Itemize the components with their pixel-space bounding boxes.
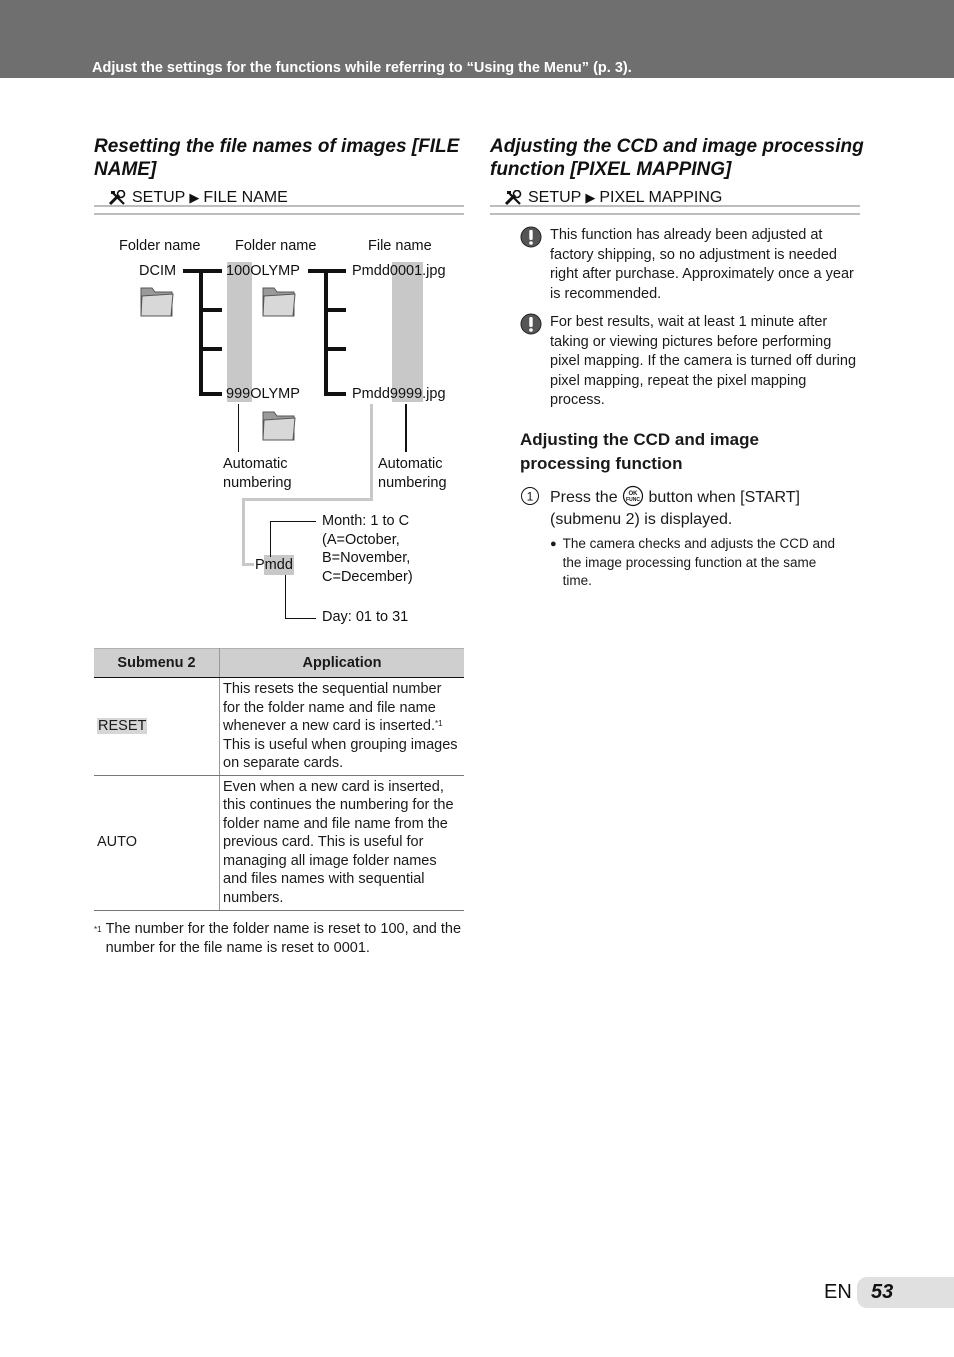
menu-item-label: PIXEL MAPPING bbox=[599, 189, 723, 206]
auto-option: AUTO bbox=[97, 834, 138, 851]
divider bbox=[490, 205, 860, 215]
footnote-mark: *1 bbox=[434, 719, 443, 728]
footnote bbox=[94, 920, 469, 958]
table-cell-key bbox=[94, 678, 220, 776]
setup-tools-icon bbox=[108, 190, 128, 206]
procedure-step bbox=[520, 485, 840, 530]
arrow-right-icon: ▶ bbox=[585, 190, 596, 205]
menu-item-label: FILE NAME bbox=[203, 189, 288, 206]
arrow-right-icon: ▶ bbox=[189, 190, 200, 205]
auto-numbering-file: Automatic numbering bbox=[378, 456, 447, 491]
reset-option: RESET bbox=[98, 718, 147, 734]
setup-label: SETUP bbox=[132, 189, 186, 206]
divider bbox=[94, 205, 464, 215]
caution-note bbox=[520, 226, 860, 304]
ok-label: OK bbox=[628, 491, 638, 497]
step-number: 1 bbox=[526, 489, 534, 504]
header-text: Adjust the settings for the functions while referring to “Using the Menu” (p. 3). bbox=[92, 60, 632, 76]
caution-icon bbox=[520, 226, 542, 248]
table-cell-value bbox=[220, 775, 465, 910]
caution-text: This function has already been adjusted at factory shipping, so no adjustment is needed right after purchase. Approximately once a year is recommended. bbox=[550, 227, 854, 302]
table-row bbox=[94, 678, 464, 776]
procedure-heading: Adjusting the CCD and image processing function bbox=[520, 430, 759, 473]
col-label-folder-1: Folder name bbox=[119, 238, 201, 254]
connector-line bbox=[242, 563, 254, 566]
day-label: Day: 01 to 31 bbox=[322, 609, 409, 625]
auto-description: Even when a new card is inserted, this continues the numbering for the folder name and file name from the previous card. This is useful for managing all image folder names and files names with sequential numbers. bbox=[223, 778, 454, 906]
table-cell-key bbox=[94, 775, 220, 910]
tree-line bbox=[324, 392, 346, 396]
folder-icon bbox=[140, 283, 174, 317]
step-number-icon bbox=[520, 486, 540, 506]
pointer-line bbox=[238, 404, 239, 452]
dcim-label: DCIM bbox=[139, 263, 177, 279]
caution-text: For best results, wait at least 1 minute after taking or viewing pictures before performing pixel mapping. If the camera is turned off during pixel mapping, repeat the pixel mapping process. bbox=[550, 314, 857, 408]
day-pointer-line bbox=[285, 618, 316, 619]
table-header: Application bbox=[220, 649, 465, 678]
setup-label: SETUP bbox=[528, 189, 582, 206]
file-name-title: Resetting the file names of images [FILE NAME] bbox=[94, 136, 460, 180]
connector-line bbox=[242, 498, 373, 501]
tree-line bbox=[324, 347, 346, 351]
month-pointer-line bbox=[270, 521, 271, 557]
table-header: Submenu 2 bbox=[94, 649, 220, 678]
bullet-icon: ● bbox=[550, 538, 557, 550]
col-label-folder-2: Folder name bbox=[235, 238, 317, 254]
connector-line bbox=[242, 498, 245, 565]
table-header-row bbox=[94, 649, 464, 678]
footnote-text: The number for the folder name is reset to 100, and the number for the file name is reset to 0001. bbox=[105, 921, 462, 956]
step-text-after: button when [START] (submenu 2) is displayed. bbox=[550, 489, 800, 528]
folder-number-band bbox=[227, 262, 252, 402]
tree-line bbox=[199, 392, 222, 396]
month-pointer-line bbox=[270, 521, 316, 522]
tree-line bbox=[199, 308, 222, 312]
day-pointer-line bbox=[285, 575, 286, 619]
tree-line bbox=[199, 347, 222, 351]
pixel-mapping-title: Adjusting the CCD and image processing function [PIXEL MAPPING] bbox=[490, 136, 864, 180]
file-last-label: Pmdd9999.jpg bbox=[352, 386, 446, 402]
folder-last-label: 999OLYMP bbox=[226, 386, 300, 402]
folder-icon bbox=[262, 283, 296, 317]
tree-line bbox=[324, 269, 328, 395]
setup-tools-icon bbox=[504, 190, 524, 206]
reset-description-2: This is useful when grouping images on separate cards. bbox=[223, 736, 458, 771]
file-number-band bbox=[392, 262, 423, 402]
tree-line bbox=[199, 269, 203, 395]
folder-first-label: 100OLYMP bbox=[226, 263, 300, 279]
col-label-file: File name bbox=[368, 238, 432, 254]
folder-icon bbox=[262, 407, 296, 441]
bullet-text: The camera checks and adjusts the CCD and the image processing function at the same time. bbox=[562, 536, 836, 588]
ok-func-button-icon bbox=[622, 485, 644, 507]
table-cell-value bbox=[220, 678, 465, 776]
submenu-table bbox=[94, 648, 464, 911]
tree-line bbox=[324, 308, 346, 312]
bullet-note bbox=[550, 535, 840, 591]
pointer-line bbox=[405, 404, 407, 452]
func-label: FUNC bbox=[626, 497, 640, 503]
page-language: EN bbox=[824, 1281, 852, 1303]
month-label: Month: 1 to C (A=October, B=November, C=December) bbox=[322, 513, 413, 585]
caution-icon bbox=[520, 313, 542, 335]
page-number: 53 bbox=[871, 1281, 894, 1303]
footnote-mark: *1 bbox=[94, 925, 102, 934]
table-row bbox=[94, 775, 464, 910]
file-first-label: Pmdd0001.jpg bbox=[352, 263, 446, 279]
reset-description: This resets the sequential number for the folder name and file name whenever a new card is inserted. bbox=[223, 681, 442, 734]
pmdd-label: Pmdd bbox=[255, 557, 293, 573]
connector-line bbox=[370, 404, 373, 500]
auto-numbering-folder: Automatic numbering bbox=[223, 456, 292, 491]
step-text-before: Press the bbox=[550, 489, 618, 506]
caution-note bbox=[520, 313, 860, 411]
